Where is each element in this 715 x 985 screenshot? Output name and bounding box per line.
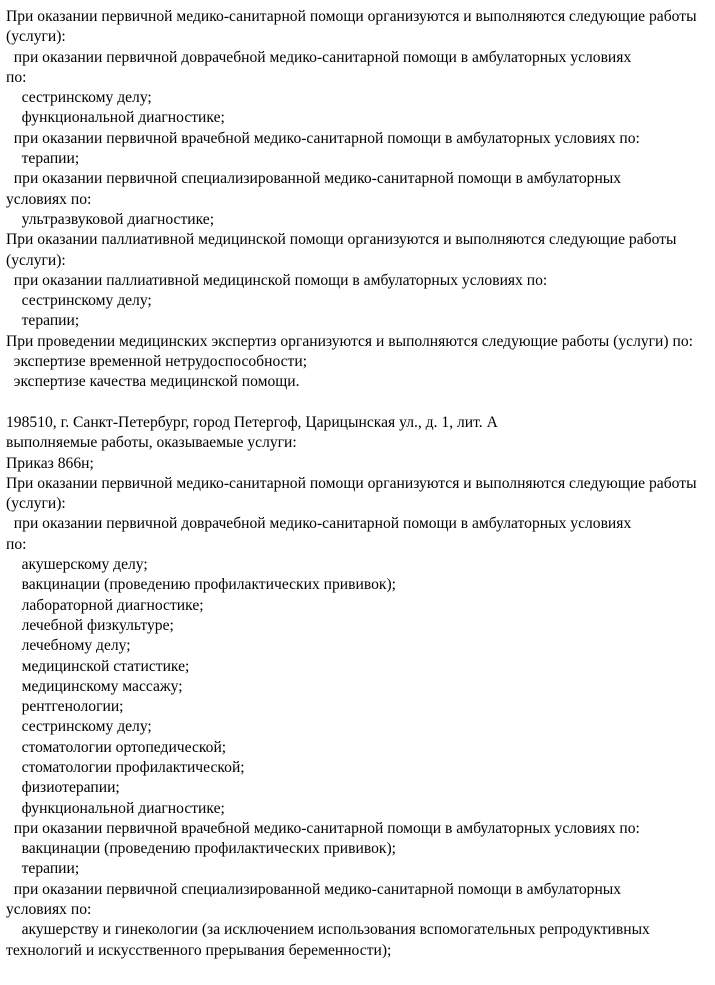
document-body [6, 7, 706, 961]
text-line: при оказании первичной врачебной медико-санитарной помощи в амбулаторных условиях по: [6, 819, 640, 837]
list-item: медицинской статистике; [6, 657, 190, 675]
list-item: терапии; [6, 312, 80, 330]
list-item: функциональной диагностике; [6, 109, 225, 127]
list-item: медицинскому массажу; [6, 677, 183, 695]
list-item: терапии; [6, 150, 80, 168]
paragraph-primary-care-intro: При оказании первичной медико-санитарной помощи организуются и выполняются следующие работы (услуги): [6, 8, 697, 46]
list-item: акушерству и гинекологии (за исключением использования вспомогательных репродуктивных [6, 921, 650, 939]
text-line: при оказании первичной доврачебной медико-санитарной помощи в амбулаторных условиях [6, 515, 632, 533]
list-item: стоматологии ортопедической; [6, 738, 227, 756]
text-line: при оказании первичной специализированной медико-санитарной помощи в амбулаторных [6, 880, 622, 898]
list-item: рентгенологии; [6, 698, 124, 716]
list-item: сестринскому делу; [6, 718, 152, 736]
list-item: вакцинации (проведению профилактических прививок); [6, 576, 397, 594]
works-label: выполняемые работы, оказываемые услуги: [6, 434, 297, 452]
paragraph-expertise-intro: При проведении медицинских экспертиз организуются и выполняются следующие работы (услуги) по: [6, 332, 693, 350]
address-line: 198510, г. Санкт-Петербург, город Петергоф, Царицынская ул., д. 1, лит. А [6, 413, 498, 431]
list-item: терапии; [6, 860, 80, 878]
list-item: физиотерапии; [6, 779, 120, 797]
text-line: условиях по: [6, 190, 92, 208]
text-line: по: [6, 68, 27, 86]
list-item: функциональной диагностике; [6, 799, 225, 817]
text-line: по: [6, 535, 27, 553]
list-item: сестринскому делу; [6, 89, 152, 107]
list-item: лечебной физкультуре; [6, 616, 174, 634]
text-line: при оказании первичной специализированной медико-санитарной помощи в амбулаторных [6, 170, 622, 188]
list-item: сестринскому делу; [6, 292, 152, 310]
list-item: лечебному делу; [6, 637, 131, 655]
text-line: при оказании паллиативной медицинской помощи в амбулаторных условиях по: [6, 271, 548, 289]
list-item: ультразвуковой диагностике; [6, 210, 215, 228]
list-item: стоматологии профилактической; [6, 758, 245, 776]
text-line: при оказании первичной врачебной медико-санитарной помощи в амбулаторных условиях по: [6, 129, 640, 147]
list-item: акушерскому делу; [6, 556, 148, 574]
paragraph-palliative-intro: При оказании паллиативной медицинской помощи организуются и выполняются следующие работы (услуги): [6, 231, 677, 269]
list-item: экспертизе временной нетрудоспособности; [6, 353, 308, 371]
text-line: при оказании первичной доврачебной медико-санитарной помощи в амбулаторных условиях [6, 48, 632, 66]
list-item: лабораторной диагностике; [6, 596, 204, 614]
text-line: технологий и искусственного прерывания беременности); [6, 941, 392, 959]
order-reference: Приказ 866н; [6, 454, 94, 472]
paragraph-primary-care-intro-2: При оказании первичной медико-санитарной помощи организуются и выполняются следующие работы (услуги): [6, 474, 697, 513]
text-line: условиях по: [6, 901, 92, 919]
list-item: вакцинации (проведению профилактических прививок); [6, 840, 397, 858]
blank-line [6, 393, 706, 413]
list-item: экспертизе качества медицинской помощи. [6, 373, 300, 391]
